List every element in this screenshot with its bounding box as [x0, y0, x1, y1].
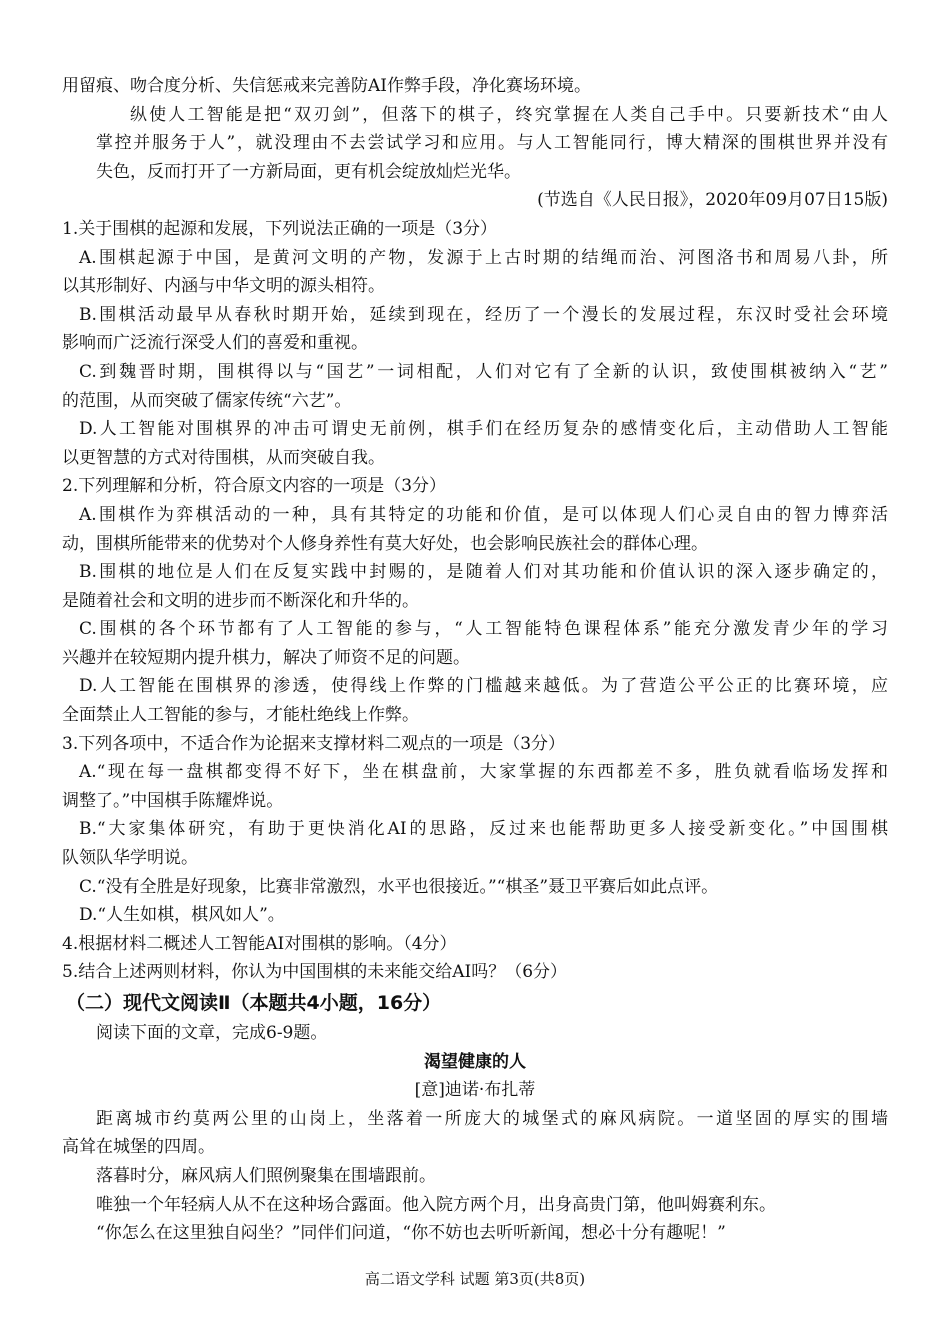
text-line: “你怎么在这里独自闷坐？”同伴们问道，“你不妨也去听听新闻，想必十分有趣呢！” — [96, 1223, 726, 1244]
text-line: 3.下列各项中，不适合作为论据来支撑材料二观点的一项是（3分） — [62, 733, 566, 754]
text-line: C.围棋的各个环节都有了人工智能的参与，“人工智能特色课程体系”能充分激发青少年的学习 — [79, 619, 888, 640]
text-line: 兴趣并在较短期内提升棋力，解决了师资不足的问题。 — [62, 647, 470, 668]
text-line: A.围棋作为弈棋活动的一种，具有其特定的功能和价值，是可以体现人们心灵自由的智力博弈活 — [79, 504, 888, 525]
text-line: 4.根据材料二概述人工智能AI对围棋的影响。（4分） — [62, 933, 457, 954]
text-line: 全面禁止人工智能的参与，才能杜绝线上作弊。 — [62, 705, 419, 726]
text-line: 纵使人工智能是把“双刃剑”，但落下的棋子，终究掌握在人类自己手中。只要新技术“由人 — [130, 104, 888, 125]
text-line: 用留痕、吻合度分析、失信惩戒来完善防AI作弊手段，净化赛场环境。 — [62, 76, 591, 96]
text-line: 调整了。”中国棋手陈耀烨说。 — [62, 790, 284, 811]
text-line: 以更智慧的方式对待围棋，从而突破自我。 — [62, 447, 385, 468]
text-line: 的范围，从而突破了儒家传统“六艺”。 — [62, 390, 352, 411]
text-line: 落暮时分，麻风病人们照例聚集在围墙跟前。 — [96, 1165, 436, 1186]
text-line: 以其形制好、内涵与中华文明的源头相符。 — [62, 276, 385, 297]
text-line: 1.关于围棋的起源和发展，下列说法正确的一项是（3分） — [62, 218, 498, 239]
text-line: D.人工智能对围棋界的冲击可谓史无前例，棋手们在经历复杂的感情变化后，主动借助人工智能 — [79, 419, 888, 440]
text-line: B.围棋的地位是人们在反复实践中封赐的，是随着人们对其功能和价值认识的深入逐步确定的， — [79, 562, 888, 583]
text-line: B.“大家集体研究，有助于更快消化AI的思路，反过来也能帮助更多人接受新变化。”中国围棋 — [79, 819, 888, 840]
text-line: 距离城市约莫两公里的山岗上，坐落着一所庞大的城堡式的麻风病院。一道坚固的厚实的围墙 — [96, 1108, 888, 1129]
text-line: 影响而广泛流行深受人们的喜爱和重视。 — [62, 333, 368, 354]
article-title: 渴望健康的人 — [424, 1051, 526, 1072]
page-content — [62, 72, 888, 1248]
text-line: 动，围棋所能带来的优势对个人修身养性有莫大好处，也会影响民族社会的群体心理。 — [62, 533, 708, 554]
text-line: 是随着社会和文明的进步而不断深化和升华的。 — [62, 590, 419, 611]
text-line: 5.结合上述两则材料，你认为中国围棋的未来能交给AI吗？（6分） — [62, 962, 568, 983]
page-footer: 高二语文学科 试题 第3页(共8页) — [364, 1270, 586, 1288]
text-line: 唯独一个年轻病人从不在这种场合露面。他入院方两个月，出身高贵门第，他叫姆赛利东。 — [96, 1194, 776, 1215]
text-line: C.“没有全胜是好现象，比赛非常激烈，水平也很接近。”“棋圣”聂卫平赛后如此点评。 — [79, 876, 719, 897]
text-line: B.围棋活动最早从春秋时期开始，延续到现在，经历了一个漫长的发展过程，东汉时受社会环境 — [79, 304, 888, 325]
text-line: A.围棋起源于中国，是黄河文明的产物，发源于上古时期的结绳而治、河图洛书和周易八卦，所 — [79, 247, 888, 268]
text-line: C.到魏晋时期，围棋得以与“国艺”一词相配，人们对它有了全新的认识，致使围棋被纳入“艺” — [79, 361, 888, 382]
text-line: D.人工智能在围棋界的渗透，使得线上作弊的门槛越来越低。为了营造公平公正的比赛环境，应 — [79, 676, 888, 697]
text-line: [意]迪诺·布扎蒂 — [414, 1080, 536, 1101]
text-line: 高耸在城堡的四周。 — [62, 1137, 215, 1158]
text-line: A.“现在每一盘棋都变得不好下，坐在棋盘前，大家掌握的东西都差不多，胜负就看临场发挥和 — [79, 762, 888, 783]
text-line: 掌控并服务于人”，就没理由不去尝试学习和应用。与人工智能同行，博大精深的围棋世界并没有 — [96, 133, 888, 154]
text-line: 2.下列理解和分析，符合原文内容的一项是（3分） — [62, 476, 447, 497]
text-line: 失色，反而打开了一方新局面，更有机会绽放灿烂光华。 — [96, 161, 521, 182]
section-heading: （二）现代文阅读Ⅱ（本题共4小题，16分） — [66, 992, 442, 1014]
text-line: 阅读下面的文章，完成6-9题。 — [96, 1023, 328, 1043]
text-line: D.“人生如棋，棋风如人”。 — [79, 905, 285, 926]
text-line: 队领队华学明说。 — [62, 848, 198, 869]
text-line: (节选自《人民日报》，2020年09月07日15版) — [537, 190, 888, 211]
